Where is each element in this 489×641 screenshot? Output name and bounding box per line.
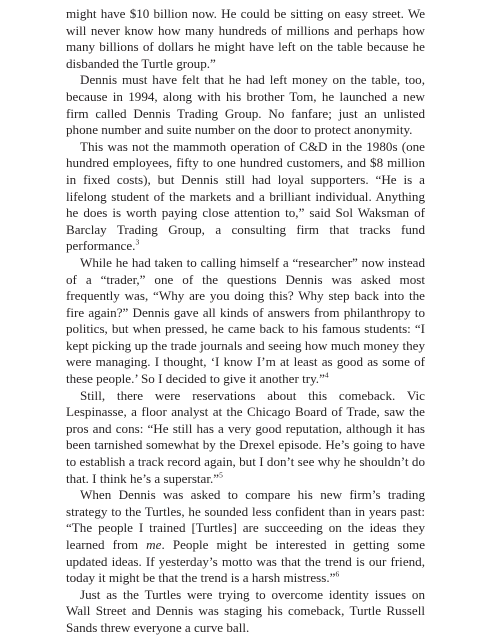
italic-emphasis: me — [146, 537, 162, 552]
paragraph-text: . People might be interested in getting some updated ideas. If yesterday’s motto was that the trend is our friend, today it might be that the trend is a harsh mistress.” — [66, 537, 426, 586]
paragraph-6 — [66, 487, 425, 587]
paragraph-text: While he had taken to calling himself a “researcher” now instead of a “trader,” one of the questions Dennis was asked most frequently was, “Why are you doing this? Why step back into the fire again?” Dennis gave all kinds of answers from philanthropy to politics, but when pressed, he came back to his famous students: “I kept picking up the trade journals and seeing how much money they were managing. I thought, ‘I know I’m at least as good as some of these people.’ So I decided to give it another try.” — [66, 254, 425, 387]
paragraph-text: Still, there were reservations about this comeback. Vic Lespinasse, a floor analyst at the Chicago Board of Trade, saw the pros and cons: “He still has a very good reputation, although it has been tarnished somewhat by the Drexel episode. He’s going to have to establish a track record again, but I don’t see why he shouldn’t do that. I think he’s a superstar.” — [66, 387, 425, 486]
book-page — [66, 6, 425, 637]
paragraph-7 — [66, 587, 425, 637]
paragraph-3 — [66, 139, 425, 255]
paragraph-5 — [66, 388, 425, 488]
paragraph-1 — [66, 6, 425, 72]
paragraph-text: Just as the Turtles were trying to overcome identity issues on Wall Street and Dennis was staging his comeback, Turtle Russell Sands threw everyone a curve ball. — [66, 586, 425, 635]
paragraph-text: might have $10 billion now. He could be sitting on easy street. We will never know how many hundreds of millions and perhaps how many billions of dollars he might have left on the table because he disbanded the Turtle group.” — [66, 6, 425, 71]
footnote-marker: 3 — [135, 237, 140, 247]
paragraph-text: Dennis must have felt that he had left money on the table, too, because in 1994, along with his brother Tom, he launched a new firm called Dennis Trading Group. No fanfare; just an unlisted phone number and suite number on the door to protect anonymity. — [66, 72, 425, 138]
footnote-marker: 4 — [324, 370, 329, 380]
footnote-marker: 6 — [335, 569, 340, 579]
paragraph-text: This was not the mammoth operation of C&D in the 1980s (one hundred employees, fifty to one hundred customers, and $8 million in fixed costs), but Dennis still had loyal supporters. “He is a lifelong student of the markets and a brilliant individual. Anything he does is worth paying close attention to,” said Sol Waksman of Barclay Trading Group, a consulting firm that tracks fund performance. — [66, 138, 425, 254]
paragraph-4 — [66, 255, 425, 388]
footnote-marker: 5 — [219, 470, 223, 480]
paragraph-text: When Dennis was asked to compare his new firm’s trading strategy to the Turtles, he sounded less confident than in years past: “The people I trained [Turtles] are succeeding on the ideas they learned from — [66, 487, 425, 552]
paragraph-2 — [66, 72, 425, 138]
